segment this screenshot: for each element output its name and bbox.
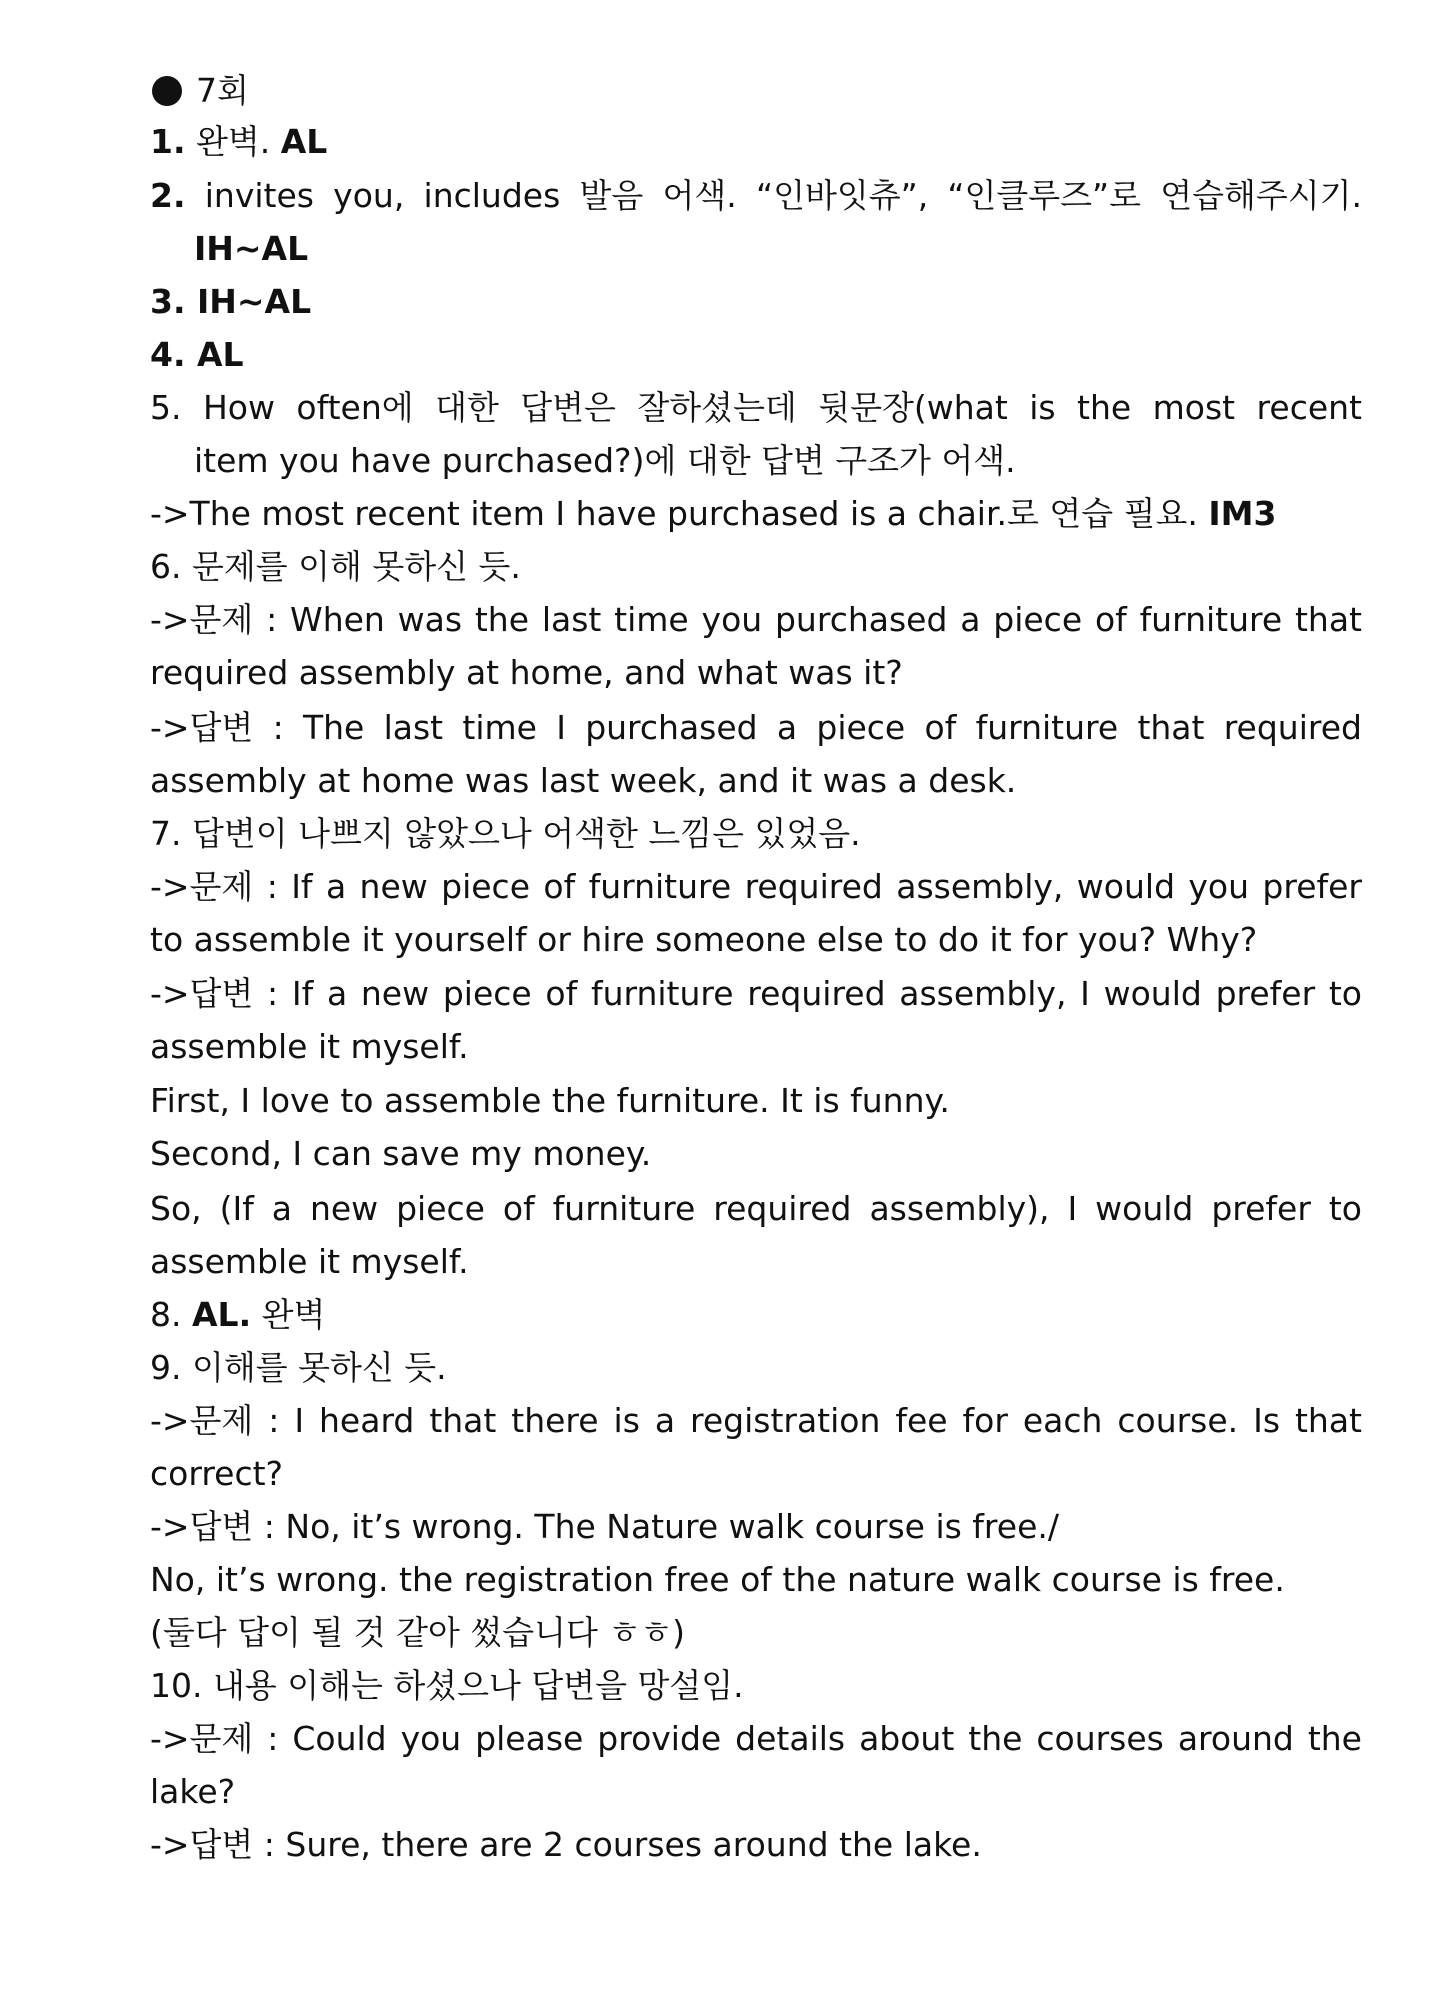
- item-7-answer-cont: assemble it myself.: [150, 1027, 469, 1066]
- item-5: 5. How often에 대한 답변은 잘하셨는데 뒷문장(what is the most recent: [150, 388, 1362, 427]
- session-title: 7회: [196, 71, 249, 110]
- item-3: 3. IH~AL: [150, 282, 312, 321]
- item-8: 8. AL. 완벽: [150, 1295, 326, 1334]
- item-10: 10. 내용 이해는 하셨으나 답변을 망설임.: [150, 1666, 744, 1705]
- item-10-question: ->문제 : Could you please provide details about the courses around the: [150, 1719, 1362, 1758]
- item-6: 6. 문제를 이해 못하신 듯.: [150, 547, 521, 586]
- item-7-answer-so: So, (If a new piece of furniture required assembly), I would prefer to: [150, 1189, 1362, 1228]
- item-5-line-2: item you have purchased?)에 대한 답변 구조가 어색.: [194, 441, 1016, 480]
- item-6-question: ->문제 : When was the last time you purchased a piece of furniture that: [150, 600, 1362, 639]
- item-9-answer-note: (둘다 답이 될 것 같아 썼습니다 ㅎㅎ): [150, 1613, 685, 1652]
- item-7-answer-end: assemble it myself.: [150, 1242, 469, 1281]
- item-7-answer-first: First, I love to assemble the furniture. It is funny.: [150, 1081, 950, 1120]
- item-2-grade: IH~AL: [194, 229, 309, 268]
- item-1: 1. 완벽. AL: [150, 122, 328, 161]
- item-7-question: ->문제 : If a new piece of furniture required assembly, would you prefer: [150, 867, 1362, 906]
- item-2: 2. invites you, includes 발음 어색. “인바잇츄”, “인클루즈”로 연습해주시기.: [150, 176, 1362, 215]
- item-10-question-cont: lake?: [150, 1772, 236, 1811]
- item-9-question-cont: correct?: [150, 1454, 284, 1493]
- item-9-question: ->문제 : I heard that there is a registration fee for each course. Is that: [150, 1401, 1362, 1440]
- item-10-answer: ->답변 : Sure, there are 2 courses around the lake.: [150, 1825, 982, 1864]
- item-6-answer-cont: assembly at home was last week, and it was a desk.: [150, 761, 1017, 800]
- item-9: 9. 이해를 못하신 듯.: [150, 1348, 447, 1387]
- item-9-answer: ->답변 : No, it’s wrong. The Nature walk course is free./: [150, 1507, 1059, 1546]
- item-6-answer: ->답변 : The last time I purchased a piece of furniture that required: [150, 708, 1362, 747]
- item-7-answer: ->답변 : If a new piece of furniture required assembly, I would prefer to: [150, 974, 1362, 1013]
- item-9-answer-alt: No, it’s wrong. the registration free of the nature walk course is free.: [150, 1560, 1285, 1599]
- item-7-question-cont: to assemble it yourself or hire someone else to do it for you? Why?: [150, 920, 1258, 959]
- bullet-icon: [152, 76, 182, 106]
- item-5-line-3: ->The most recent item I have purchased is a chair.로 연습 필요. IM3: [150, 494, 1277, 533]
- item-6-question-cont: required assembly at home, and what was it?: [150, 653, 903, 692]
- item-7: 7. 답변이 나쁘지 않았으나 어색한 느낌은 있었음.: [150, 814, 861, 853]
- item-7-answer-second: Second, I can save my money.: [150, 1134, 652, 1173]
- item-4: 4. AL: [150, 335, 244, 374]
